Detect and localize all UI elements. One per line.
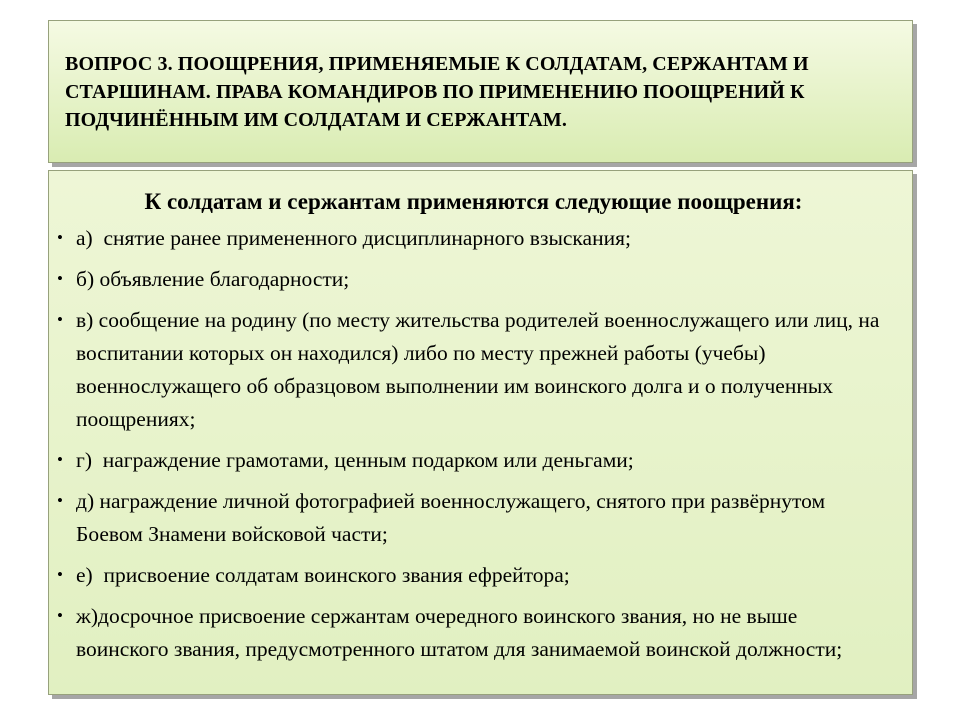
list-item — [49, 263, 912, 296]
bullet-text: в) сообщение на родину (по месту жительства родителей военнослужащего или лиц, на воспитании которых он находился) либо по месту прежней работы (учебы) военнослужащего об образцовом выполнении им воинского долга и о полученных поощрениях; — [76, 308, 885, 431]
body-header: К солдатам и сержантам применяются следующие поощрения: — [144, 189, 803, 214]
bullet-dot-icon: • — [57, 606, 63, 625]
bullet-text: б) объявление благодарности; — [76, 267, 350, 291]
bullet-text: е) присвоение солдатам воинского звания ефрейтора; — [76, 563, 570, 587]
bullet-text: а) снятие ранее примененного дисциплинарного взыскания; — [76, 226, 631, 250]
bullet-dot-icon: • — [57, 310, 63, 329]
bullet-text: ж)досрочное присвоение сержантам очередного воинского звания, но не выше воинского звания, предусмотренного штатом для занимаемой воинской должности; — [76, 604, 843, 661]
bullet-dot-icon: • — [57, 269, 63, 288]
list-item — [49, 222, 912, 255]
list-item — [49, 444, 912, 477]
bullet-dot-icon: • — [57, 228, 63, 247]
slide-title: ВОПРОС 3. ПООЩРЕНИЯ, ПРИМЕНЯЕМЫЕ К СОЛДАТАМ, СЕРЖАНТАМ И СТАРШИНАМ. ПРАВА КОМАНДИРОВ ПО ПРИМЕНЕНИЮ ПООЩРЕНИЙ К ПОДЧИНЁННЫМ ИМ СОЛДАТАМ И СЕРЖАНТАМ. — [65, 52, 809, 131]
title-box — [48, 20, 913, 163]
list-item — [49, 600, 912, 666]
bullet-dot-icon: • — [57, 565, 63, 584]
bullet-text: г) награждение грамотами, ценным подарком или деньгами; — [76, 448, 634, 472]
content-box — [48, 170, 913, 695]
bullet-text: д) награждение личной фотографией военнослужащего, снятого при развёрнутом Боевом Знамени войсковой части; — [76, 489, 831, 546]
bullet-dot-icon: • — [57, 450, 63, 469]
list-item — [49, 304, 912, 436]
bullet-list — [49, 222, 912, 666]
list-item — [49, 485, 912, 551]
list-item — [49, 559, 912, 592]
bullet-dot-icon: • — [57, 491, 63, 510]
